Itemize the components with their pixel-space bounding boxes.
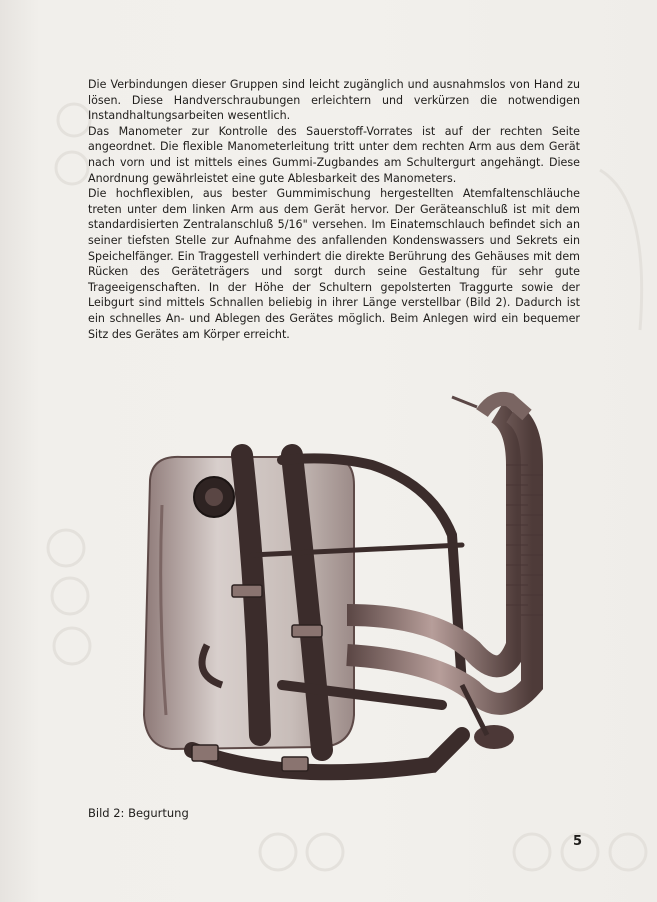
paragraph-1: Die Verbindungen dieser Gruppen sind leicht zugänglich und ausnahmslos von Hand zu lösen. Diese Handverschraubungen erleichtern und verkürzen die notwendigen Instandhaltungsarbeiten wesentlich. xyxy=(88,78,580,123)
breathing-apparatus-figure xyxy=(132,385,552,790)
paragraph-2: Das Manometer zur Kontrolle des Sauerstoff-Vorrates ist auf der rechten Seite angeordnet. Die flexible Manometerleitung tritt unter dem rechten Arm aus dem Gerät nach vorn und ist mittels eines Gummi-Zugbandes am Schultergurt angehängt. Diese Anordnung gewährleistet eine gute Ablesbarkeit des Manometers. xyxy=(88,124,580,185)
figure-caption: Bild 2: Begurtung xyxy=(88,806,189,820)
paragraph-3: Die hochflexiblen, aus bester Gummimischung hergestellten Atemfaltenschläuche treten unter dem linken Arm aus dem Gerät hervor. Der Geräteanschluß ist mit dem standardisierten Zentralanschluß 5/16" versehen. Im Einatemschlauch befindet sich an seiner tiefsten Stelle zur Aufnahme des anfallenden Kondenswassers und Sekrets ein Speichelfänger. Ein Traggestell verhindert die direkte Berührung des Gehäuses mit dem Rücken des Geräteträgers und sorgt durch seine Gestaltung für sehr gute Trageeigenschaften. In der Höhe der Schultern gepolsterten Traggurte sowie der Leibgurt sind mittels Schnallen beliebig in ihrer Länge verstellbar (Bild 2). Dadurch ist ein schnelles An- und Ablegen des Gerätes möglich. Beim Anlegen wird ein bequemer Sitz des Gerätes am Körper erreicht. xyxy=(88,187,580,341)
body-text xyxy=(88,77,580,342)
page-number: 5 xyxy=(573,834,583,849)
